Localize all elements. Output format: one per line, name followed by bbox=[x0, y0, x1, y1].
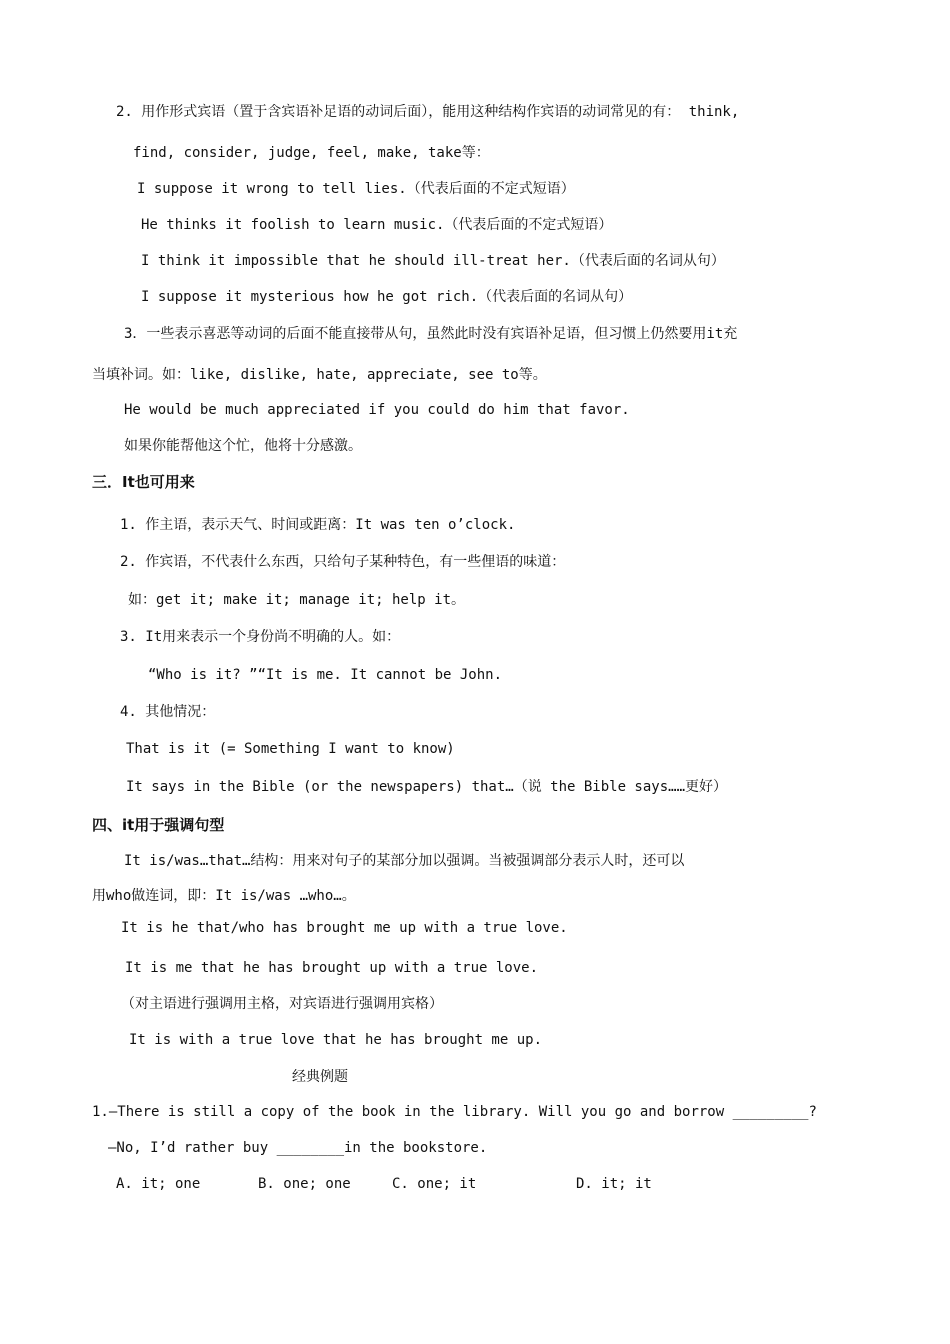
section4-description-line1: It is/was…that…结构：用来对句子的某部分加以强调。当被强调部分表示人时，还可以 bbox=[124, 853, 685, 869]
section2-example-2: He thinks it foolish to learn music.（代表后面的不定式短语） bbox=[141, 217, 613, 233]
question-1-line2: —No, I’d rather buy ________in the bookstore. bbox=[108, 1140, 488, 1156]
section2-example-1: I suppose it wrong to tell lies.（代表后面的不定式短语） bbox=[137, 181, 575, 197]
section2-item3-line1: 3．一些表示喜恶等动词的后面不能直接带从句，虽然此时没有宾语补足语，但习惯上仍然要用it充 bbox=[124, 326, 738, 342]
section3-heading: 三．It也可用来 bbox=[92, 473, 195, 491]
section4-note: （对主语进行强调用主格，对宾语进行强调用宾格） bbox=[121, 996, 443, 1012]
question-1-option-c: C. one; it bbox=[392, 1176, 477, 1192]
section2-example-3: I think it impossible that he should ill-treat her.（代表后面的名词从句） bbox=[141, 253, 725, 269]
section3-item4: 4. 其他情况： bbox=[120, 704, 216, 720]
examples-heading: 经典例题 bbox=[292, 1069, 348, 1085]
question-1-option-a: A. it; one bbox=[116, 1176, 201, 1192]
section3-item4-example-2: It says in the Bible (or the newspapers) that…（说 the Bible says……更好） bbox=[126, 779, 728, 795]
section4-example-3: It is with a true love that he has brought me up. bbox=[129, 1032, 543, 1048]
question-1-line1: 1.—There is still a copy of the book in the library. Will you go and borrow _________? bbox=[92, 1104, 817, 1120]
section2-item2-line2: find, consider, judge, feel, make, take等： bbox=[133, 145, 490, 161]
section2-item3-example: He would be much appreciated if you could do him that favor. bbox=[124, 402, 630, 418]
question-1-option-b: B. one; one bbox=[258, 1176, 351, 1192]
section4-example-2: It is me that he has brought up with a true love. bbox=[125, 960, 539, 976]
section3-item2: 2. 作宾语，不代表什么东西，只给句子某种特色，有一些俚语的味道： bbox=[120, 554, 566, 570]
section4-example-1: It is he that/who has brought me up with a true love. bbox=[121, 920, 568, 936]
section3-item2-example: 如：get it; make it; manage it; help it。 bbox=[128, 592, 466, 608]
section3-item3-example: “Who is it? ”“It is me. It cannot be John. bbox=[148, 667, 503, 683]
section3-item3: 3. It用来表示一个身份尚不明确的人。如： bbox=[120, 629, 401, 645]
section2-item3-line2: 当填补词。如：like, dislike, hate, appreciate, see to等。 bbox=[92, 367, 547, 383]
section4-description-line2: 用who做连词，即：It is/was …who…。 bbox=[92, 888, 356, 904]
section3-item4-example-1: That is it (= Something I want to know) bbox=[126, 741, 455, 757]
section2-item2-line1: 2. 用作形式宾语（置于含宾语补足语的动词后面），能用这种结构作宾语的动词常见的有： think, bbox=[116, 104, 740, 120]
section2-example-4: I suppose it mysterious how he got rich.（代表后面的名词从句） bbox=[141, 289, 633, 305]
section2-item3-example-translation: 如果你能帮他这个忙，他将十分感激。 bbox=[124, 438, 362, 454]
section3-item1: 1. 作主语，表示天气、时间或距离：It was ten o’clock. bbox=[120, 517, 516, 533]
question-1-option-d: D. it; it bbox=[576, 1176, 652, 1192]
section4-heading: 四、it用于强调句型 bbox=[92, 816, 225, 834]
